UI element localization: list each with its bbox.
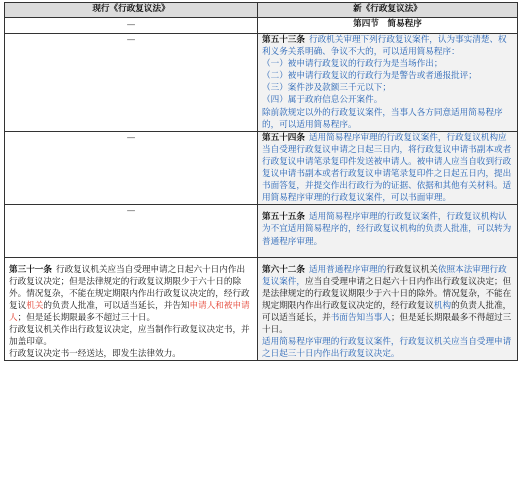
art53-item2: （二）被申请行政复议的行政行为是警告或者通报批评；: [262, 71, 477, 82]
comparison-table: [4, 2, 518, 361]
header-old-law: 现行《行政复议法》: [5, 3, 258, 18]
art54-cell: [258, 131, 518, 205]
art62-text1: 行政复议机关: [386, 264, 438, 275]
art55-para: [262, 211, 513, 247]
art62-number: 第六十二条: [262, 264, 305, 275]
old-empty-cell: —: [5, 34, 258, 132]
header-new-law: 新《行政复议法》: [258, 3, 518, 18]
art55-text: 适用简易程序审理的行政复议案件，行政复议机构认为不宜适用简易程序的，经行政复议机构的负责人批准，可以转为普通程序审理。: [262, 212, 512, 247]
art62-blue4: 书面告知当事人: [330, 312, 391, 323]
art55-number: 第五十五条: [262, 212, 305, 223]
art62-blue2: 依照本法审理行政复议案件，: [262, 264, 507, 287]
old-empty-cell: —: [5, 131, 258, 205]
old31-red2: 申请人和被申请人: [9, 300, 250, 323]
art54-text: 适用简易程序审理的行政复议案件，行政复议机构应当自受理行政复议申请之日起三日内，将行政复议申请书副本或者行政复议申请笔录复印件发送被申请人。被申请人应当自收到行政复议申请书副本或者行政复议申请笔录复印件之日起五日内，提出书面答复，并提交作出行政行为的证据、依据和其他有关材料。适用简易程序审理的行政复议案件，可以书面审理。: [262, 132, 512, 204]
art62-para1: [262, 264, 513, 337]
art53-item1: （一）被申请行政复议的行政行为是当场作出；: [262, 59, 443, 70]
header-row: [5, 3, 518, 18]
old-art31-cell: [5, 257, 258, 361]
old31-text2: 的负责人批准，可以适当延长，并告知: [43, 300, 190, 311]
art62-blue1: 适用普通程序审理的: [308, 264, 387, 275]
old-empty-cell: —: [5, 205, 258, 257]
old31-text1: 行政复议机关应当自受理申请之日起六十日内作出行政复议决定；但是法律规定的行政复议期限少于六十日的除外。情况复杂，不能在规定期限内作出行政复议决定的，经行政复议: [9, 264, 250, 311]
art53-number: 第五十三条: [262, 35, 305, 45]
row-art53: [5, 34, 518, 132]
art53-lead-para: [262, 34, 513, 58]
art55-cell: [258, 205, 518, 257]
old31-text3: ；但是延长期限最多不超过三十日。: [17, 312, 156, 323]
art53-tail: 除前款规定以外的行政复议案件，当事人各方同意适用简易程序的，可以适用简易程序。: [262, 107, 503, 130]
art53-lead: 行政机关审理下列行政复议案件，认为事实清楚、权利义务关系明确、争议不大的，可以适用简易程序：: [262, 35, 507, 58]
old-empty-cell: —: [5, 18, 258, 34]
art62-text3: 的负责人批准，可以适当延长，并: [262, 300, 512, 323]
art62-blue3: 机构: [433, 300, 452, 311]
art62-text4: ；但是延长期限最多不得超过三十日。: [262, 312, 512, 336]
old31-para2: 行政复议机关作出行政复议决定，应当制作行政复议决定书，并加盖印章。: [9, 325, 250, 348]
art54-para: [262, 132, 513, 205]
art62-cell: [258, 257, 518, 361]
art62-para2: 适用简易程序审理的行政复议案件，行政复议机关应当自受理申请之日起三十日内作出行政复议决定。: [262, 337, 512, 360]
section4-title: 第四节 简易程序: [258, 18, 518, 34]
row-section4: [5, 18, 518, 34]
art53-item4: （四）属于政府信息公开案件。: [262, 95, 383, 106]
row-art54: [5, 131, 518, 205]
art53-item3: （三）案件涉及款额三千元以下；: [262, 83, 391, 94]
old31-para3: 行政复议决定书一经送达，即发生法律效力。: [9, 349, 181, 360]
art62-text2: 应当自受理申请之日起六十日内作出行政复议决定；但是法律规定的行政复议期限少于六十日的除外。情况复杂，不能在规定期限内作出行政复议决定的，经行政复议: [262, 276, 512, 311]
row-art31-62: [5, 257, 518, 361]
old31-red1: 机关: [26, 300, 44, 311]
old31-number: 第三十一条: [9, 264, 52, 275]
row-art55: [5, 205, 518, 257]
art54-number: 第五十四条: [262, 132, 305, 143]
art53-cell: [258, 34, 518, 132]
old31-para1: [9, 264, 253, 324]
